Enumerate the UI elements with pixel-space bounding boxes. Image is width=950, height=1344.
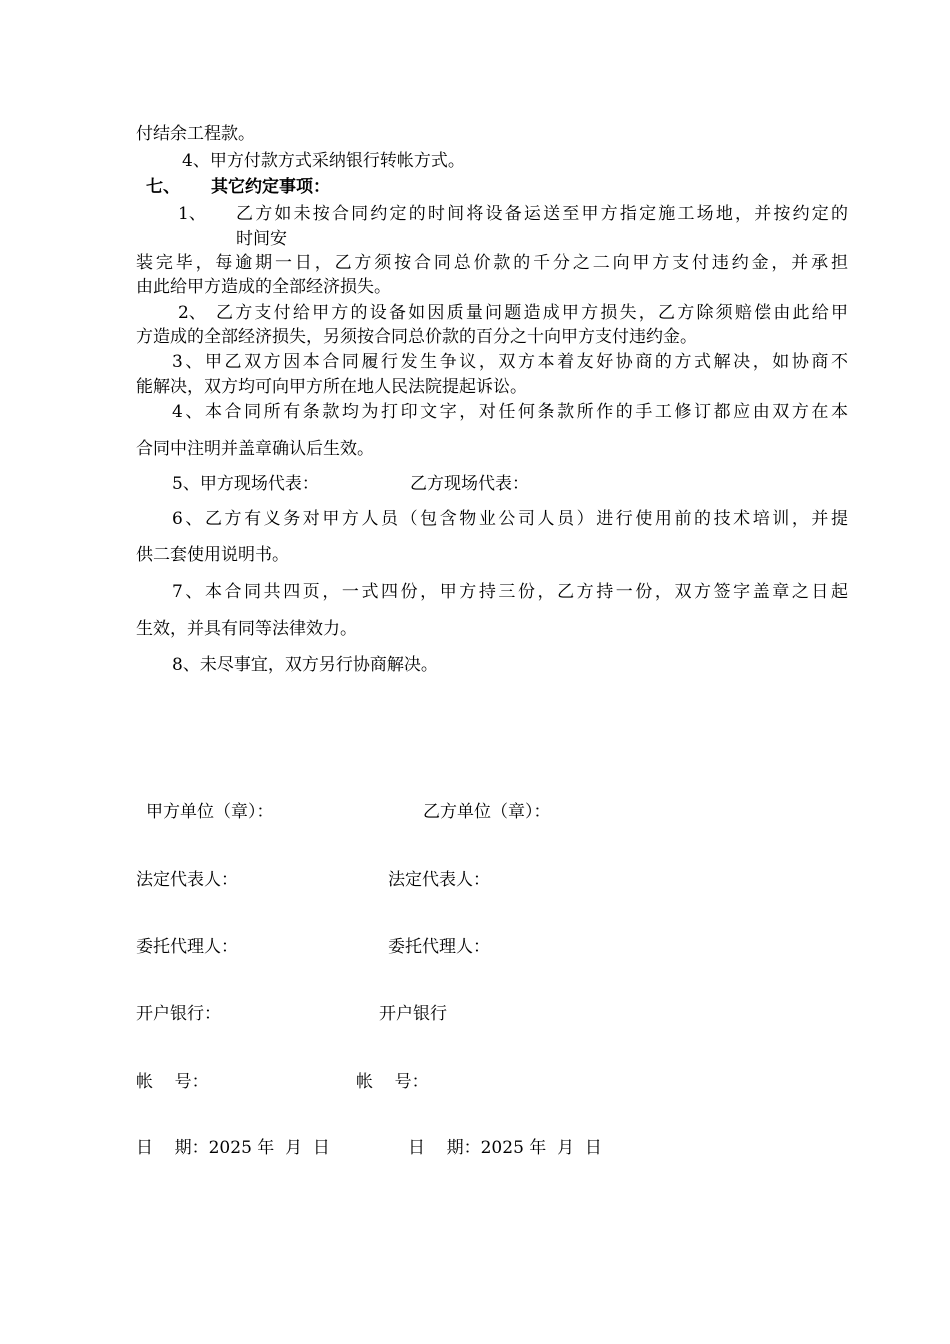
clause-2-number: 2、 xyxy=(178,303,206,323)
party-a-unit-label: 甲方单位（章）： xyxy=(146,802,274,822)
clause-5-party-b-rep: 乙方现场代表： xyxy=(410,474,529,494)
party-a-legal-rep-label: 法定代表人： xyxy=(136,870,238,890)
section-7-title: 其它约定事项： xyxy=(211,177,330,197)
party-b-legal-rep-label: 法定代表人： xyxy=(388,870,490,890)
party-b-account-label: 帐 号： xyxy=(356,1072,429,1092)
clause-3-line-2: 能解决，双方均可向甲方所在地人民法院提起诉讼。 xyxy=(136,377,527,397)
clause-2-text: 乙方支付给甲方的设备如因质量问题造成甲方损失，乙方除须赔偿由此给甲 xyxy=(216,303,848,323)
clause-8: 8、未尽事宜，双方另行协商解决。 xyxy=(172,655,438,675)
party-b-agent-label: 委托代理人： xyxy=(388,937,490,957)
clause-1-text: 乙方如未按合同约定的时间将设备运送至甲方指定施工场地，并按约定的 xyxy=(236,204,848,224)
clause-6-line-2: 供二套使用说明书。 xyxy=(136,545,289,565)
clause-1-line-4: 由此给甲方造成的全部经济损失。 xyxy=(136,277,391,297)
party-b-date-label: 日 期：2025 年 月 日 xyxy=(408,1138,602,1158)
clause-4-line-2: 合同中注明并盖章确认后生效。 xyxy=(136,439,374,459)
party-a-bank-label: 开户银行： xyxy=(136,1004,221,1024)
clause-1-line-3: 装完毕，每逾期一日，乙方须按合同总价款的千分之二向甲方支付违约金，并承担 xyxy=(136,253,848,273)
clause-6-line-1: 6、乙方有义务对甲方人员（包含物业公司人员）进行使用前的技术培训，并提 xyxy=(172,509,848,529)
clause-3-line-1: 3、甲乙双方因本合同履行发生争议，双方本着友好协商的方式解决，如协商不 xyxy=(172,352,848,372)
clause-4-line-1: 4、本合同所有条款均为打印文字，对任何条款所作的手工修订都应由双方在本 xyxy=(172,402,848,422)
party-a-agent-label: 委托代理人： xyxy=(136,937,238,957)
party-a-date-label: 日 期：2025 年 月 日 xyxy=(136,1138,330,1158)
line-payment-balance: 付结余工程款。 xyxy=(136,124,255,144)
clause-2-line-2: 方造成的全部经济损失，另须按合同总价款的百分之十向甲方支付违约金。 xyxy=(136,327,697,347)
clause-5-party-a-rep: 5、甲方现场代表： xyxy=(172,474,319,494)
clause-1-number: 1、 xyxy=(178,204,206,224)
party-b-bank-label: 开户银行 xyxy=(379,1004,447,1024)
clause-1-text-cont: 时间安 xyxy=(236,229,287,249)
party-b-unit-label: 乙方单位（章）： xyxy=(423,802,551,822)
clause-4-payment-method: 4、甲方付款方式采纳银行转帐方式。 xyxy=(182,151,465,171)
clause-7-line-1: 7、本合同共四页，一式四份，甲方持三份，乙方持一份，双方签字盖章之日起 xyxy=(172,582,848,602)
party-a-account-label: 帐 号： xyxy=(136,1072,209,1092)
clause-7-line-2: 生效，并具有同等法律效力。 xyxy=(136,619,357,639)
section-7-number: 七、 xyxy=(146,177,180,197)
